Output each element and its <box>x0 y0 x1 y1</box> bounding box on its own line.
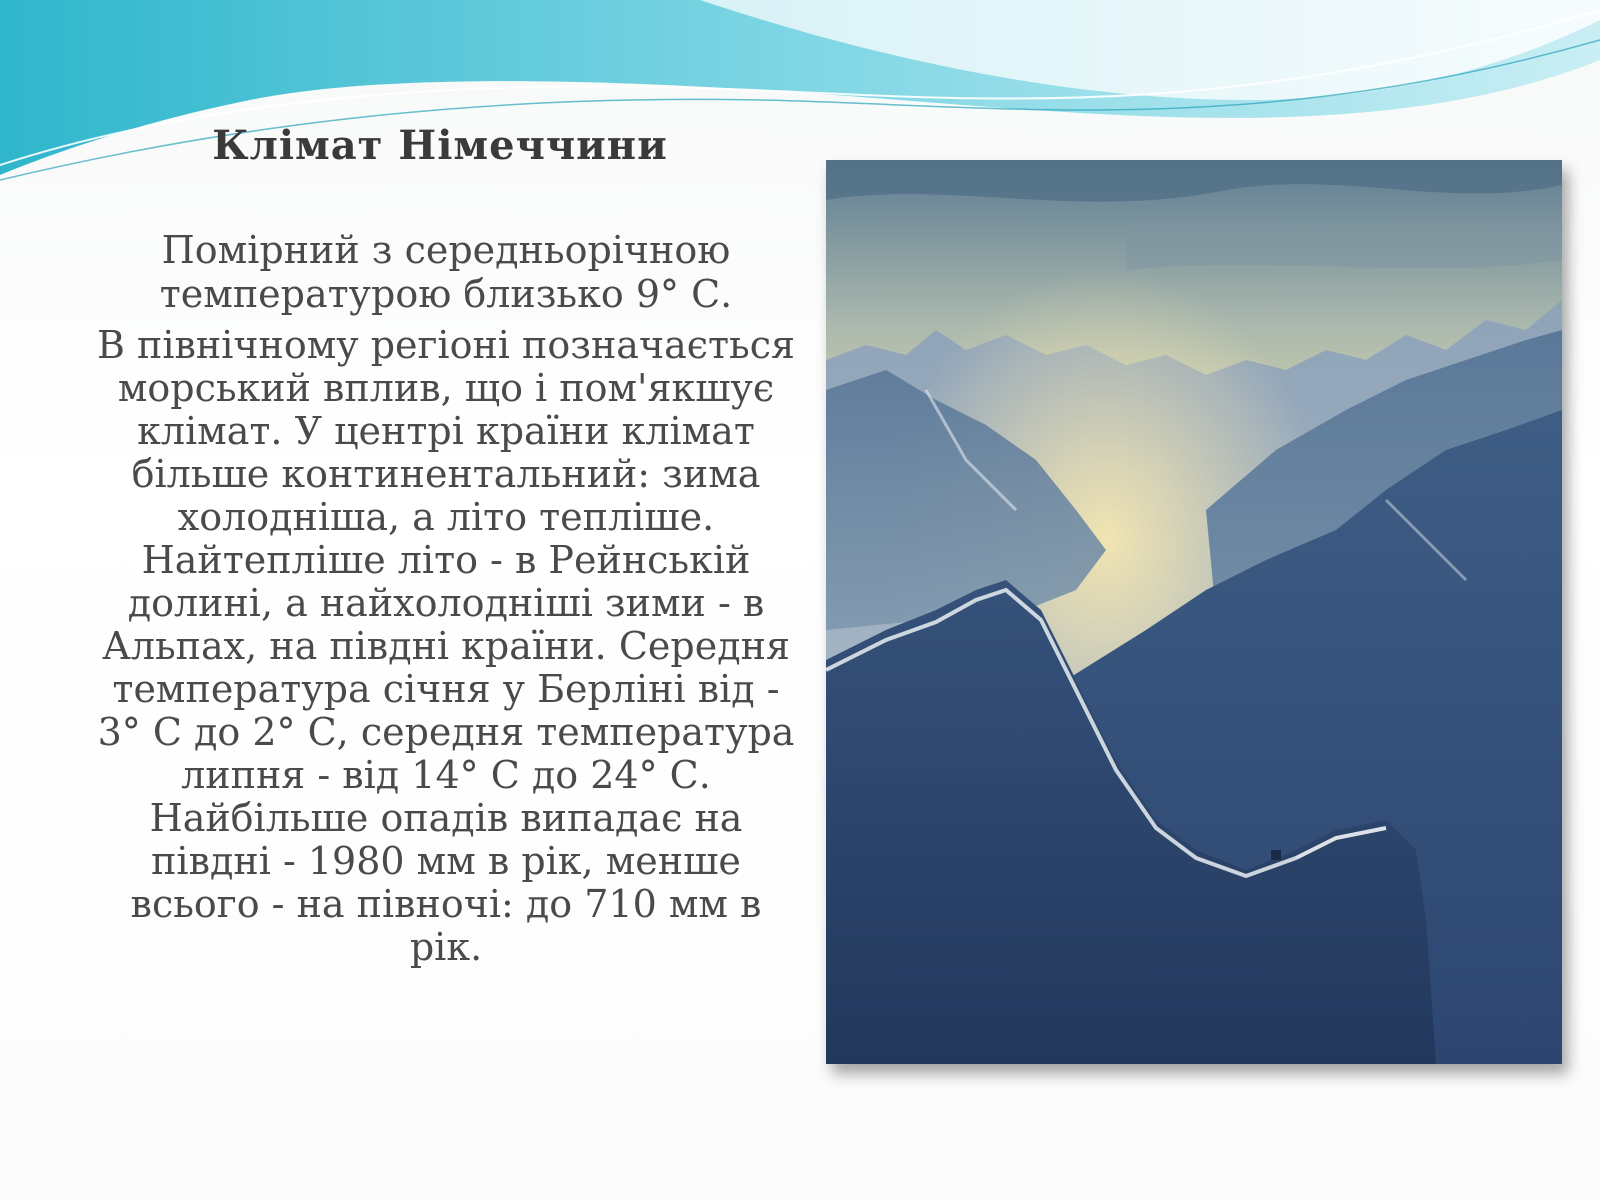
slide-body <box>96 228 796 969</box>
mountain-photo <box>826 160 1562 1064</box>
mountain-illustration <box>826 160 1562 1064</box>
slide-title: Клімат Німеччини <box>212 122 668 169</box>
paragraph-climate-summary: Помірний з середньорічною температурою близько 9° С. <box>159 228 733 316</box>
paragraph-climate-details: В північному регіоні позначається морський вплив, що і пом'якшує клімат. У центрі країни клімат більше континентальний: зима холодніша, а літо тепліше. Найтепліше літо - в Рейнській долині, а найхолодніші зими - в Альпах, на півдні країни. Середня температура січня у Берліні від - 3° С до 2° С, середня температура липня - від 14° С до 24° С. Найбільше опадів випадає на півдні - 1980 мм в рік, менше всього - на півночі: до 710 мм в рік. <box>97 323 795 969</box>
